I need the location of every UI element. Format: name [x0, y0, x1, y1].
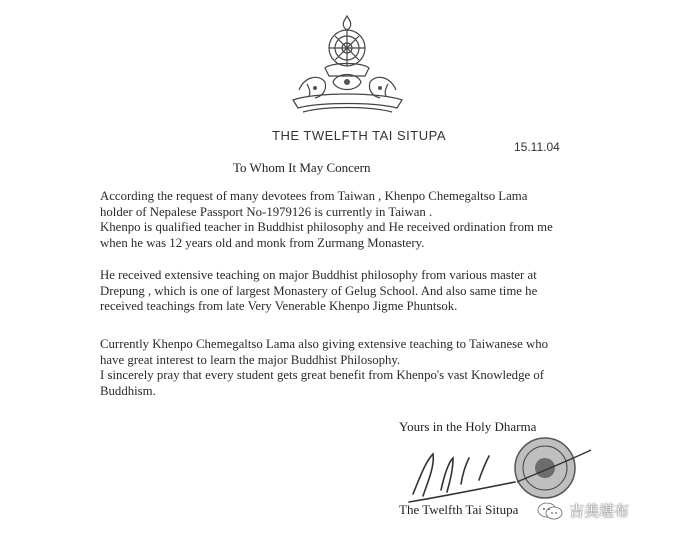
paragraph-line: Buddhism. — [100, 383, 156, 398]
paragraph-line: Drepung , which is one of largest Monastery of Gelug School. And also same time he — [100, 283, 538, 298]
wechat-icon — [537, 501, 563, 521]
paragraph-line: According the request of many devotees from Taiwan , Khenpo Chemegaltso Lama — [100, 189, 528, 203]
paragraph-3 — [100, 337, 600, 399]
paragraph-line: Currently Khenpo Chemegaltso Lama also giving extensive teaching to Taiwanese who — [100, 337, 549, 351]
paragraph-line: Khenpo is qualified teacher in Buddhist philosophy and He received ordination from me — [100, 220, 553, 234]
watermark-text: 吉美堪布 — [569, 502, 630, 520]
paragraph-line: He received extensive teaching on major Buddhist philosophy from various master at — [100, 268, 537, 282]
closing-line: Yours in the Holy Dharma — [399, 419, 537, 434]
paragraph-2 — [100, 268, 600, 315]
paragraph-line: holder of Nepalese Passport No-1979126 is currently in Taiwan . — [100, 204, 433, 219]
paragraph-line: received teachings from late Very Venerable Khenpo Jigme Phuntsok. — [100, 299, 458, 313]
letterhead-title: THE TWELFTH TAI SITUPA — [272, 128, 446, 143]
letter-date: 15.11.04 — [514, 140, 560, 154]
paragraph-line: I sincerely pray that every student gets great benefit from Khenpo's vast Knowledge of — [100, 368, 545, 382]
paragraph-line: have great interest to learn the major Buddhist Philosophy. — [100, 352, 401, 367]
watermark — [537, 500, 629, 521]
emblem-crest — [285, 12, 410, 124]
salutation: To Whom It May Concern — [233, 160, 371, 175]
signer-name: The Twelfth Tai Situpa — [399, 502, 519, 517]
paragraph-line: when he was 12 years old and monk from Zurmang Monastery. — [100, 235, 425, 250]
paragraph-1 — [100, 189, 600, 251]
